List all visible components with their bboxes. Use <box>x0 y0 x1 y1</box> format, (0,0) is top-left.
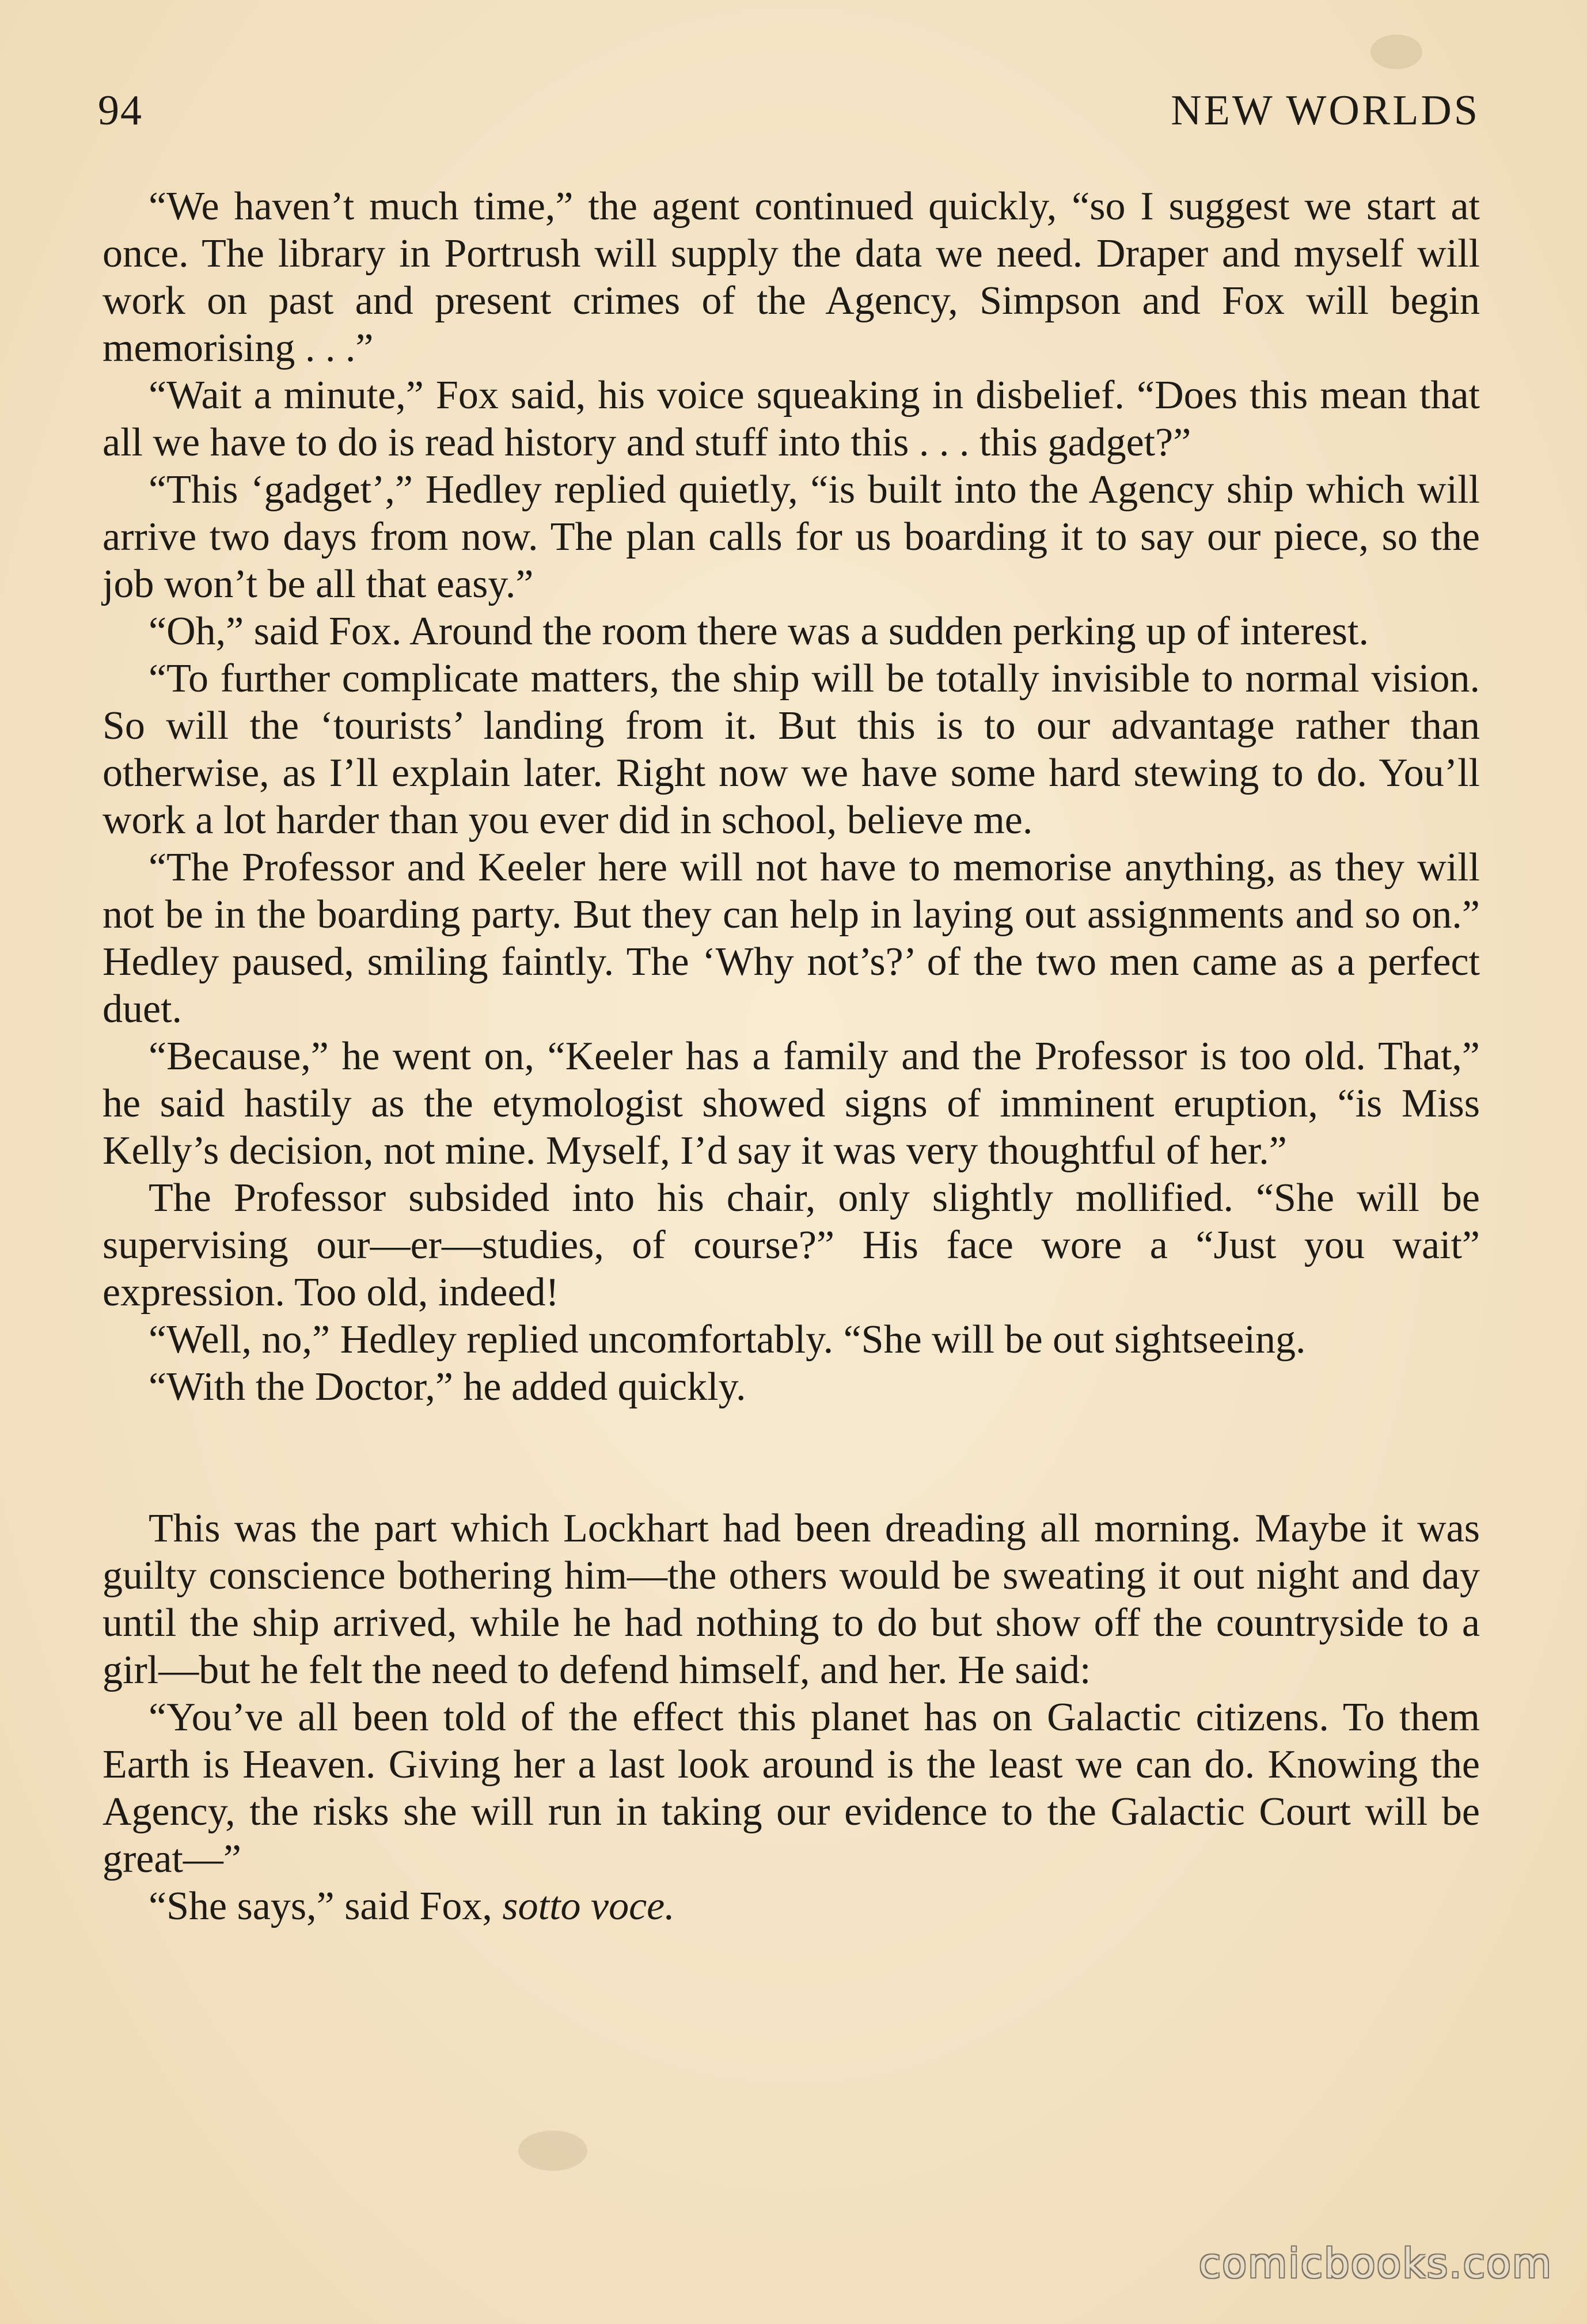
paper-stain <box>1370 35 1422 69</box>
dialogue-text: “She says,” said Fox, <box>149 1884 503 1928</box>
paragraph: “The Professor and Keeler here will not have to memorise anything, as they will not be in the boarding party. But they can help in laying out assignments and so on.” Hedley paused, smiling faintly. The ‘Why not’s?’ of the two men came as a perfect duet. <box>102 845 1480 1031</box>
paragraph: “You’ve all been told of the effect this planet has on Galactic citizens. To them Earth is Heaven. Giving her a last look around is the least we can do. Knowing the Agency, the risks she will run in taking our evidence to the Galactic Court will be great—” <box>102 1695 1480 1881</box>
paragraph: “Well, no,” Hedley replied uncomfortably. “She will be out sightseeing. <box>149 1317 1306 1362</box>
paragraph: “Because,” he went on, “Keeler has a family and the Professor is too old. That,” he said hastily as the etymologist showed signs of imminent eruption, “is Miss Kelly’s decision, not mine. Myself, I’d say it was very thoughtful of her.” <box>102 1034 1480 1173</box>
watermark: comicbooks.com <box>1198 2240 1552 2287</box>
paragraph: “We haven’t much time,” the agent continued quickly, “so I suggest we start at once. The library in Portrush will supply the data we need. Draper and myself will work on past and present crimes of the Agency, Simpson and Fox will begin memorising . . .” <box>102 184 1480 370</box>
paragraph-last <box>102 1883 1480 1930</box>
paragraph: The Professor subsided into his chair, only slightly mollified. “She will be supervising our—er—studies, of course?” His face wore a “Just you wait” expression. Too old, indeed! <box>102 1176 1480 1315</box>
paragraph: “To further complicate matters, the ship will be totally invisible to normal vision. So will the ‘tourists’ landing from it. But this is to our advantage rather than otherwise, as I’ll explain later. Right now we have some hard stewing to do. You’ll work a lot harder than you ever did in school, believe me. <box>102 656 1480 842</box>
section-break <box>102 1411 1480 1505</box>
running-head <box>98 86 1480 144</box>
page-number: 94 <box>98 87 143 134</box>
paragraph: “Wait a minute,” Fox said, his voice squeaking in disbelief. “Does this mean that all we have to do is read history and stuff into this . . . this gadget?” <box>102 373 1480 465</box>
paper-stain <box>518 2131 587 2171</box>
body-text <box>102 183 1480 1930</box>
italic-phrase: sotto voce. <box>502 1884 675 1928</box>
journal-title: NEW WORLDS <box>1171 87 1480 134</box>
paragraph: This was the part which Lockhart had been dreading all morning. Maybe it was guilty conscience bothering him—the others would be sweating it out night and day until the ship arrived, while he had nothing to do but show off the countryside to a girl—but he felt the need to defend himself, and her. He said: <box>102 1506 1480 1692</box>
paragraph: “With the Doctor,” he added quickly. <box>149 1365 746 1409</box>
paragraph: “Oh,” said Fox. Around the room there was a sudden perking up of interest. <box>149 609 1369 654</box>
paragraph: “This ‘gadget’,” Hedley replied quietly, “is built into the Agency ship which will arrive two days from now. The plan calls for us boarding it to say our piece, so the job won’t be all that easy.” <box>102 468 1480 606</box>
